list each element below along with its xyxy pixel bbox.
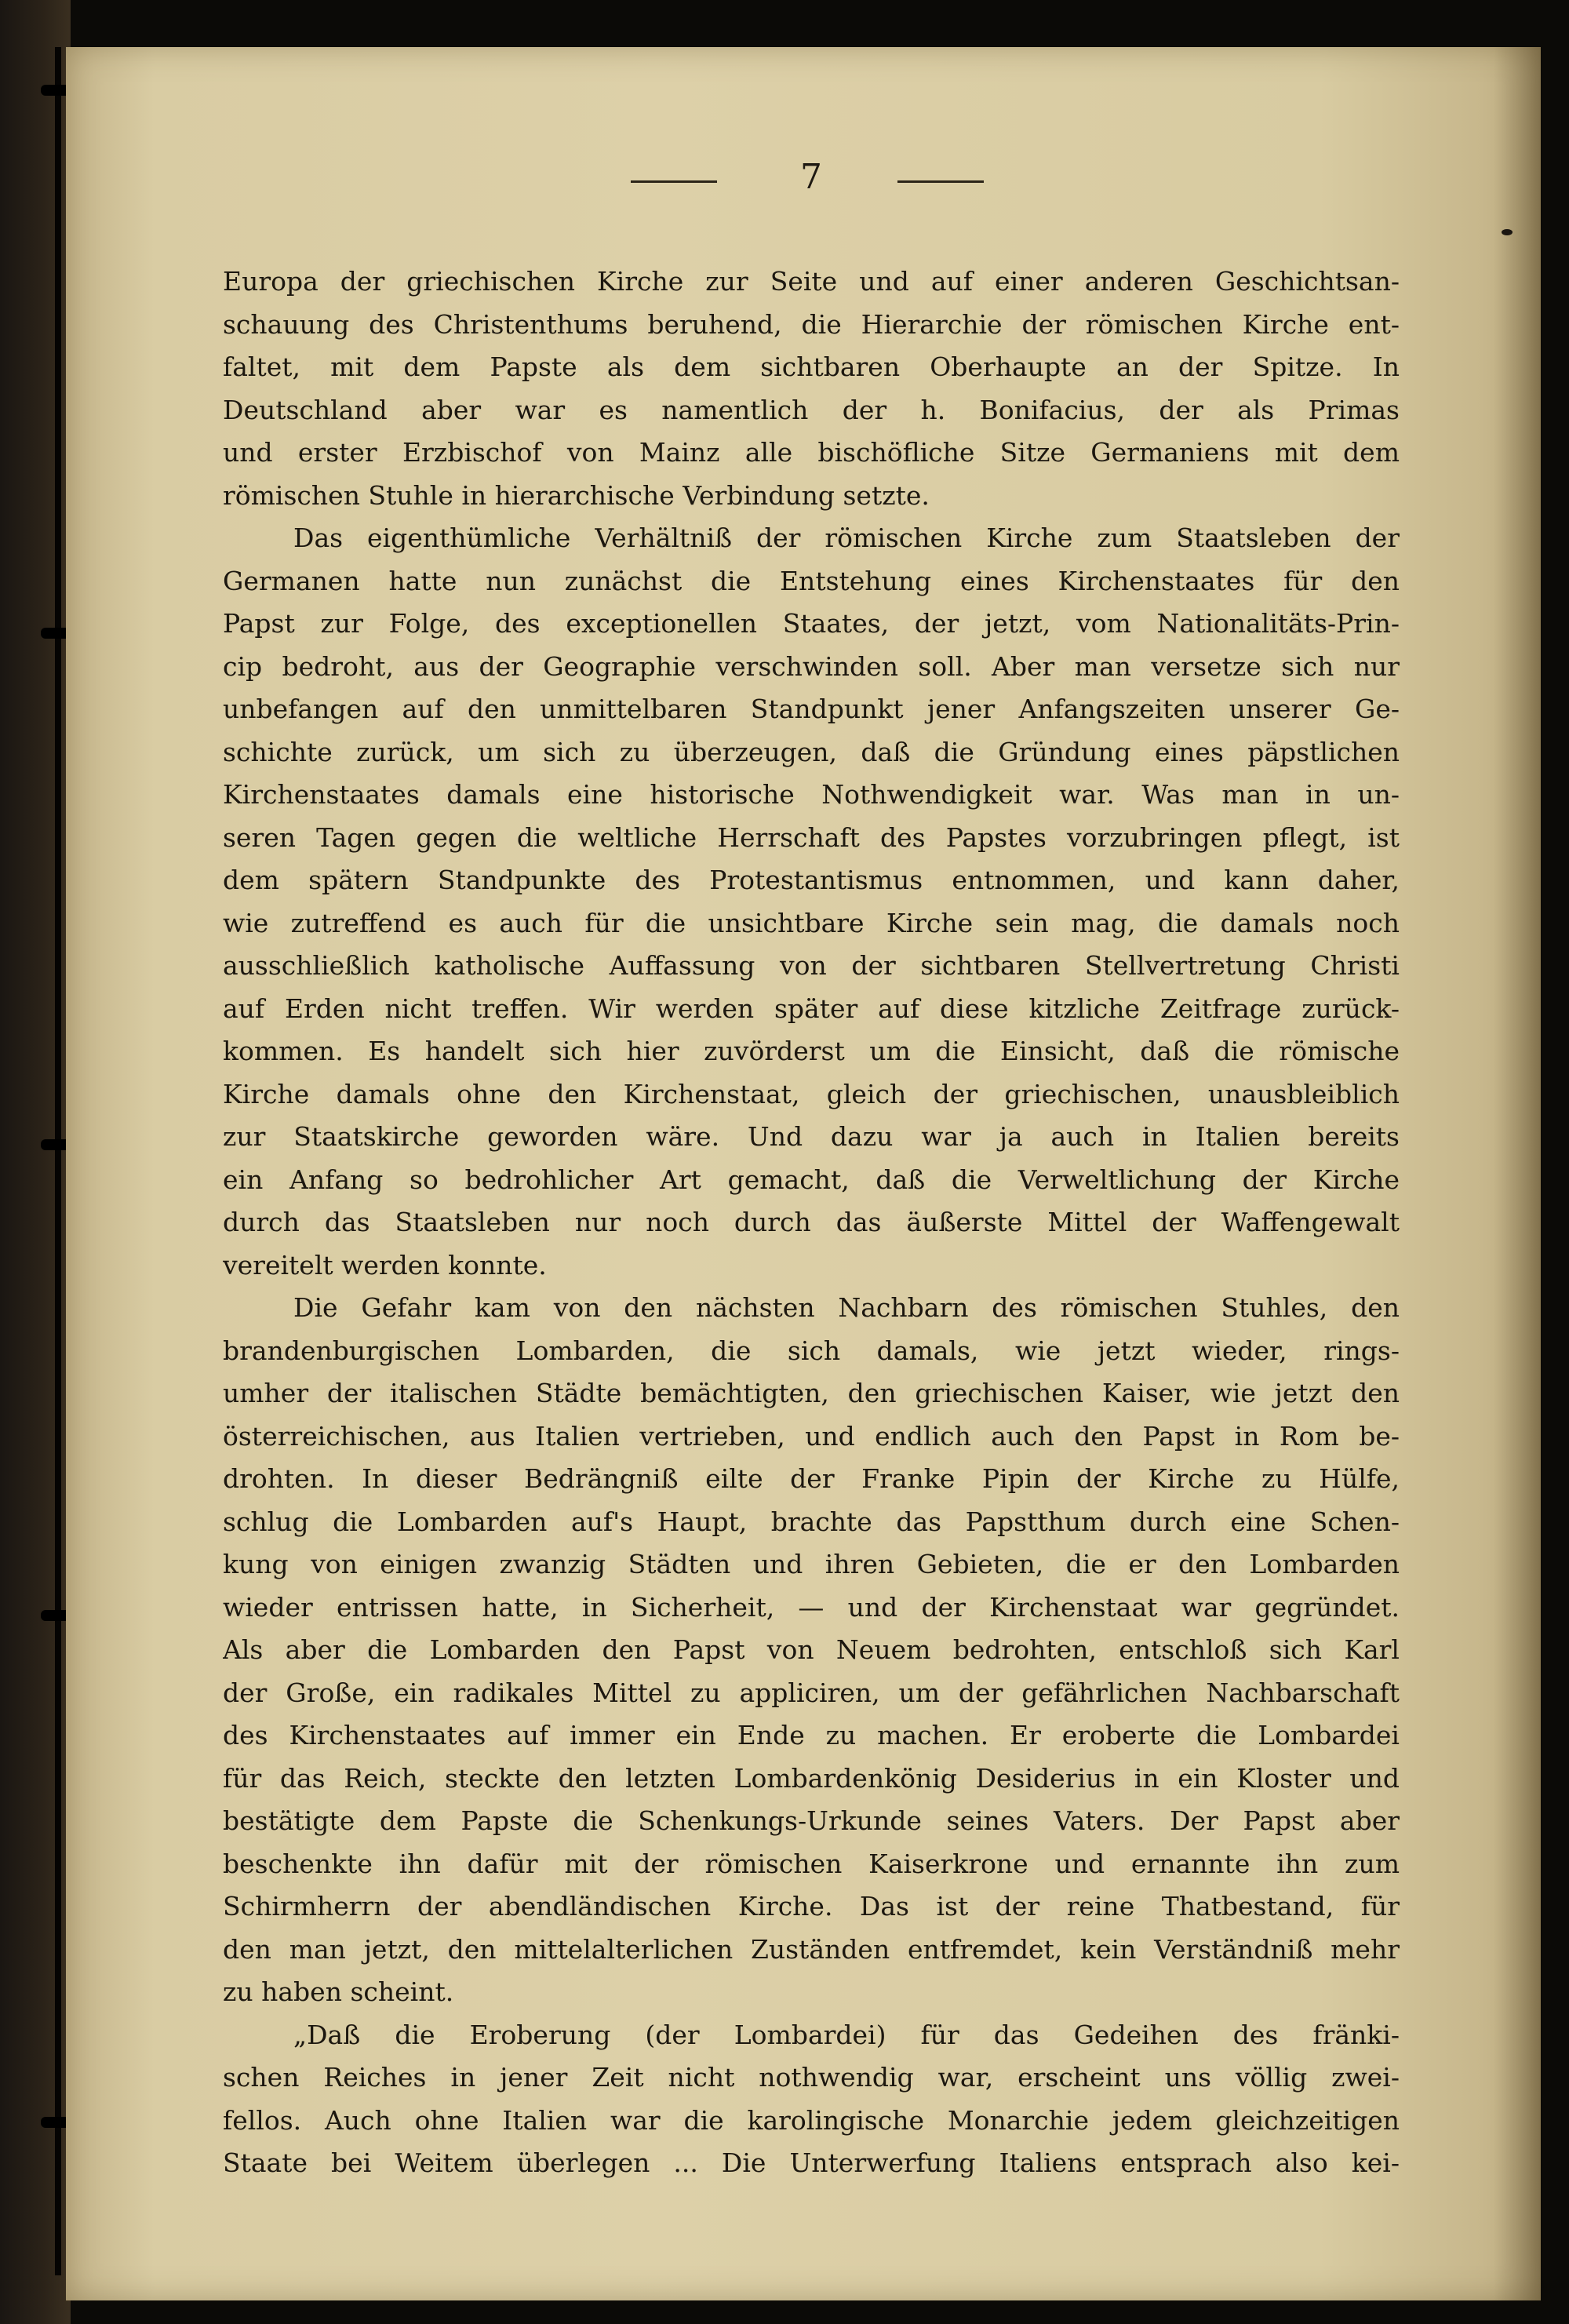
text-line: brandenburgischen Lombarden, die sich damals, wie jetzt wieder, rings-	[223, 1335, 1400, 1366]
text-line: bestätigte dem Papste die Schenkungs-Urkunde seines Vaters. Der Papst aber	[223, 1805, 1400, 1836]
text-line: auf Erden nicht treffen. Wir werden später auf diese kitzliche Zeitfrage zurück-	[223, 993, 1400, 1024]
page-edge-shadow	[1494, 47, 1541, 2300]
text-line: faltet, mit dem Papste als dem sichtbaren Oberhaupte an der Spitze. In	[223, 352, 1400, 382]
text-line: Europa der griechischen Kirche zur Seite und auf einer anderen Geschichtsan-	[223, 266, 1400, 297]
text-line: und erster Erzbischof von Mainz alle bischöfliche Sitze Germaniens mit dem	[223, 437, 1400, 468]
text-line: zu haben scheint.	[223, 1976, 454, 2007]
text-line: schauung des Christenthums beruhend, die Hierarchie der römischen Kirche ent-	[223, 308, 1400, 340]
text-line: durch das Staatsleben nur noch durch das äußerste Mittel der Waffengewalt	[223, 1207, 1400, 1237]
header-rule-left	[631, 180, 717, 183]
text-line: des Kirchenstaates auf immer ein Ende zu machen. Er eroberte die Lombardei	[223, 1720, 1400, 1750]
page-header	[66, 157, 1541, 204]
text-line: kung von einigen zwanzig Städten und ihren Gebieten, die er den Lombarden	[223, 1549, 1400, 1579]
body-text	[223, 260, 1400, 2185]
text-line: Das eigenthümliche Verhältniß der römischen Kirche zum Staatsleben der	[293, 523, 1400, 553]
text-line: den man jetzt, den mittelalterlichen Zuständen entfremdet, kein Verständniß mehr	[223, 1933, 1400, 1965]
spine-edge	[55, 47, 61, 2275]
text-line: Kirchenstaates damals eine historische Nothwendigkeit war. Was man in un-	[223, 779, 1400, 810]
text-line: Kirche damals ohne den Kirchenstaat, gleich der griechischen, unausbleiblich	[223, 1078, 1400, 1109]
text-line: beschenkte ihn dafür mit der römischen Kaiserkrone und ernannte ihn zum	[223, 1848, 1400, 1879]
text-line: österreichischen, aus Italien vertrieben, und endlich auch den Papst in Rom be-	[223, 1420, 1400, 1452]
text-line: schen Reiches in jener Zeit nicht nothwendig war, erscheint uns völlig zwei-	[223, 2062, 1400, 2093]
text-line: cip bedroht, aus der Geographie verschwinden soll. Aber man versetze sich nur	[223, 650, 1400, 682]
ink-speck	[1502, 229, 1513, 235]
text-line: Als aber die Lombarden den Papst von Neuem bedrohten, entschloß sich Karl	[223, 1634, 1400, 1665]
text-line: Germanen hatte nun zunächst die Entstehung eines Kirchenstaates für den	[223, 565, 1400, 596]
header-rule-right	[897, 180, 984, 183]
text-line: fellos. Auch ohne Italien war die karolingische Monarchie jedem gleichzeitigen	[223, 2104, 1400, 2136]
text-line: Staate bei Weitem überlegen ... Die Unterwerfung Italiens entsprach also kei-	[223, 2147, 1400, 2178]
paper-page	[66, 47, 1541, 2300]
text-line: wieder entrissen hatte, in Sicherheit, — und der Kirchenstaat war gegründet.	[223, 1591, 1400, 1623]
text-line: „Daß die Eroberung (der Lombardei) für das Gedeihen des fränki-	[293, 2019, 1400, 2050]
text-line: kommen. Es handelt sich hier zuvörderst um die Einsicht, daß die römische	[223, 1036, 1400, 1066]
text-line: Schirmherrn der abendländischen Kirche. Das ist der reine Thatbestand, für	[223, 1891, 1400, 1921]
text-line: zur Staatskirche geworden wäre. Und dazu war ja auch in Italien bereits	[223, 1121, 1400, 1152]
text-line: für das Reich, steckte den letzten Lombardenkönig Desiderius in ein Kloster und	[223, 1762, 1400, 1794]
text-line: Deutschland aber war es namentlich der h. Bonifacius, der als Primas	[223, 394, 1400, 425]
text-line: ein Anfang so bedrohlicher Art gemacht, daß die Verweltlichung der Kirche	[223, 1164, 1400, 1195]
text-line: unbefangen auf den unmittelbaren Standpunkt jener Anfangszeiten unserer Ge-	[223, 694, 1400, 724]
text-line: umher der italischen Städte bemächtigten, den griechischen Kaiser, wie jetzt den	[223, 1378, 1400, 1408]
text-line: Die Gefahr kam von den nächsten Nachbarn des römischen Stuhles, den	[293, 1292, 1400, 1323]
text-line: schichte zurück, um sich zu überzeugen, daß die Gründung eines päpstlichen	[223, 736, 1400, 767]
page-number: 7	[800, 157, 822, 197]
text-line: seren Tagen gegen die weltliche Herrschaft des Papstes vorzubringen pflegt, ist	[223, 821, 1400, 853]
text-line: ausschließlich katholische Auffassung von der sichtbaren Stellvertretung Christi	[223, 950, 1400, 981]
text-line: römischen Stuhle in hierarchische Verbindung setzte.	[223, 479, 930, 511]
text-line: drohten. In dieser Bedrängniß eilte der Franke Pipin der Kirche zu Hülfe,	[223, 1463, 1400, 1494]
text-line: wie zutreffend es auch für die unsichtbare Kirche sein mag, die damals noch	[223, 907, 1400, 938]
text-line: vereitelt werden konnte.	[223, 1249, 547, 1280]
text-line: Papst zur Folge, des exceptionellen Staates, der jetzt, vom Nationalitäts-Prin-	[223, 608, 1400, 639]
text-line: dem spätern Standpunkte des Protestantismus entnommen, und kann daher,	[223, 865, 1400, 895]
text-line: der Große, ein radikales Mittel zu appliciren, um der gefährlichen Nachbarschaft	[223, 1677, 1400, 1708]
text-line: schlug die Lombarden auf's Haupt, brachte das Papstthum durch eine Schen-	[223, 1506, 1400, 1537]
